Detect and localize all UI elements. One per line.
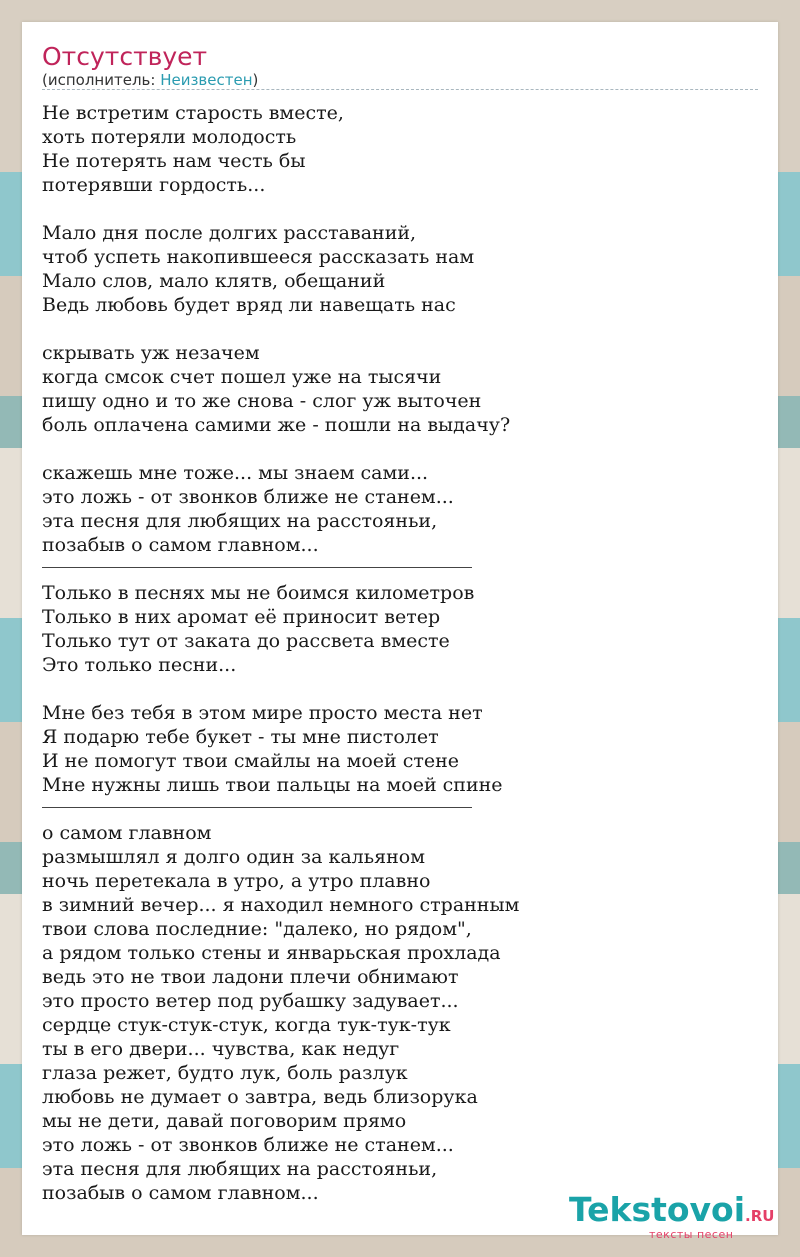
lyric-line: эта песня для любящих на расстояньи, — [42, 510, 438, 532]
logo-wordmark: Tekstovoi — [569, 1190, 746, 1229]
section-divider — [42, 557, 519, 581]
lyric-line: Только в них аромат её приносит ветер — [42, 606, 441, 628]
lyric-line: это ложь - от звонков ближе не станем... — [42, 1134, 454, 1156]
lyric-line: скрывать уж незачем — [42, 342, 260, 364]
logo-domain: .RU — [745, 1207, 775, 1225]
lyric-line: Только тут от заката до рассвета вместе — [42, 630, 450, 652]
divider-line — [42, 807, 472, 808]
title-separator — [42, 89, 758, 90]
lyric-line: любовь не думает о завтра, ведь близорука — [42, 1086, 478, 1108]
lyric-line: Не встретим старость вместе, — [42, 102, 344, 124]
divider-line — [42, 567, 472, 568]
lyric-line: эта песня для любящих на расстояньи, — [42, 1158, 438, 1180]
lyric-line: о самом главном — [42, 822, 212, 844]
lyric-line: позабыв о самом главном... — [42, 1182, 319, 1204]
lyrics-text — [42, 101, 519, 1205]
lyric-line: это ложь - от звонков ближе не станем... — [42, 486, 454, 508]
stanza-gap — [42, 677, 519, 701]
lyric-line: Только в песнях мы не боимся километров — [42, 582, 475, 604]
lyric-line: ведь это не твои ладони плечи обнимают — [42, 966, 459, 988]
lyric-line: позабыв о самом главном... — [42, 534, 319, 556]
artist-link[interactable]: Неизвестен — [160, 71, 253, 89]
stanza-gap — [42, 197, 519, 221]
lyric-line: И не помогут твои смайлы на моей стене — [42, 750, 460, 772]
song-title: Отсутствует — [42, 42, 208, 71]
lyrics-card — [22, 22, 778, 1241]
lyric-line: Не потерять нам честь бы — [42, 150, 306, 172]
lyric-line: хоть потеряли молодость — [42, 126, 297, 148]
artist-line — [42, 71, 258, 89]
stanza-gap — [42, 437, 519, 461]
lyric-line: Мало слов, мало клятв, обещаний — [42, 270, 386, 292]
logo-tagline: тексты песен — [649, 1228, 734, 1241]
lyric-line: сердце стук-стук-стук, когда тук-тук-тук — [42, 1014, 451, 1036]
lyric-line: ты в его двери... чувства, как недуг — [42, 1038, 400, 1060]
section-divider — [42, 797, 519, 821]
lyric-line: когда смсок счет пошел уже на тысячи — [42, 366, 442, 388]
lyric-line: потерявши гордость... — [42, 174, 266, 196]
lyric-line: боль оплачена самими же - пошли на выдачу? — [42, 414, 511, 436]
lyric-line: размышлял я долго один за кальяном — [42, 846, 425, 868]
stanza-gap — [42, 317, 519, 341]
lyric-line: твои слова последние: "далеко, но рядом", — [42, 918, 472, 940]
lyric-line: Мало дня после долгих расставаний, — [42, 222, 417, 244]
lyric-line: чтоб успеть накопившееся рассказать нам — [42, 246, 475, 268]
lyric-line: а рядом только стены и январьская прохлада — [42, 942, 501, 964]
lyric-line: Я подарю тебе букет - ты мне пистолет — [42, 726, 439, 748]
artist-prefix: (исполнитель: — [42, 71, 161, 89]
lyric-line: в зимний вечер... я находил немного странным — [42, 894, 520, 916]
lyric-line: это просто ветер под рубашку задувает... — [42, 990, 459, 1012]
lyric-line: Мне без тебя в этом мире просто места нет — [42, 702, 483, 724]
lyric-line: глаза режет, будто лук, боль разлук — [42, 1062, 408, 1084]
lyric-line: пишу одно и то же снова - слог уж выточен — [42, 390, 482, 412]
lyric-line: мы не дети, давай поговорим прямо — [42, 1110, 407, 1132]
lyric-line: ночь перетекала в утро, а утро плавно — [42, 870, 431, 892]
lyric-line: Ведь любовь будет вряд ли навещать нас — [42, 294, 456, 316]
site-logo[interactable] — [569, 1190, 775, 1241]
artist-suffix: ) — [252, 71, 259, 89]
lyric-line: Это только песни... — [42, 654, 237, 676]
lyric-line: Мне нужны лишь твои пальцы на моей спине — [42, 774, 503, 796]
lyric-line: скажешь мне тоже... мы знаем сами... — [42, 462, 429, 484]
